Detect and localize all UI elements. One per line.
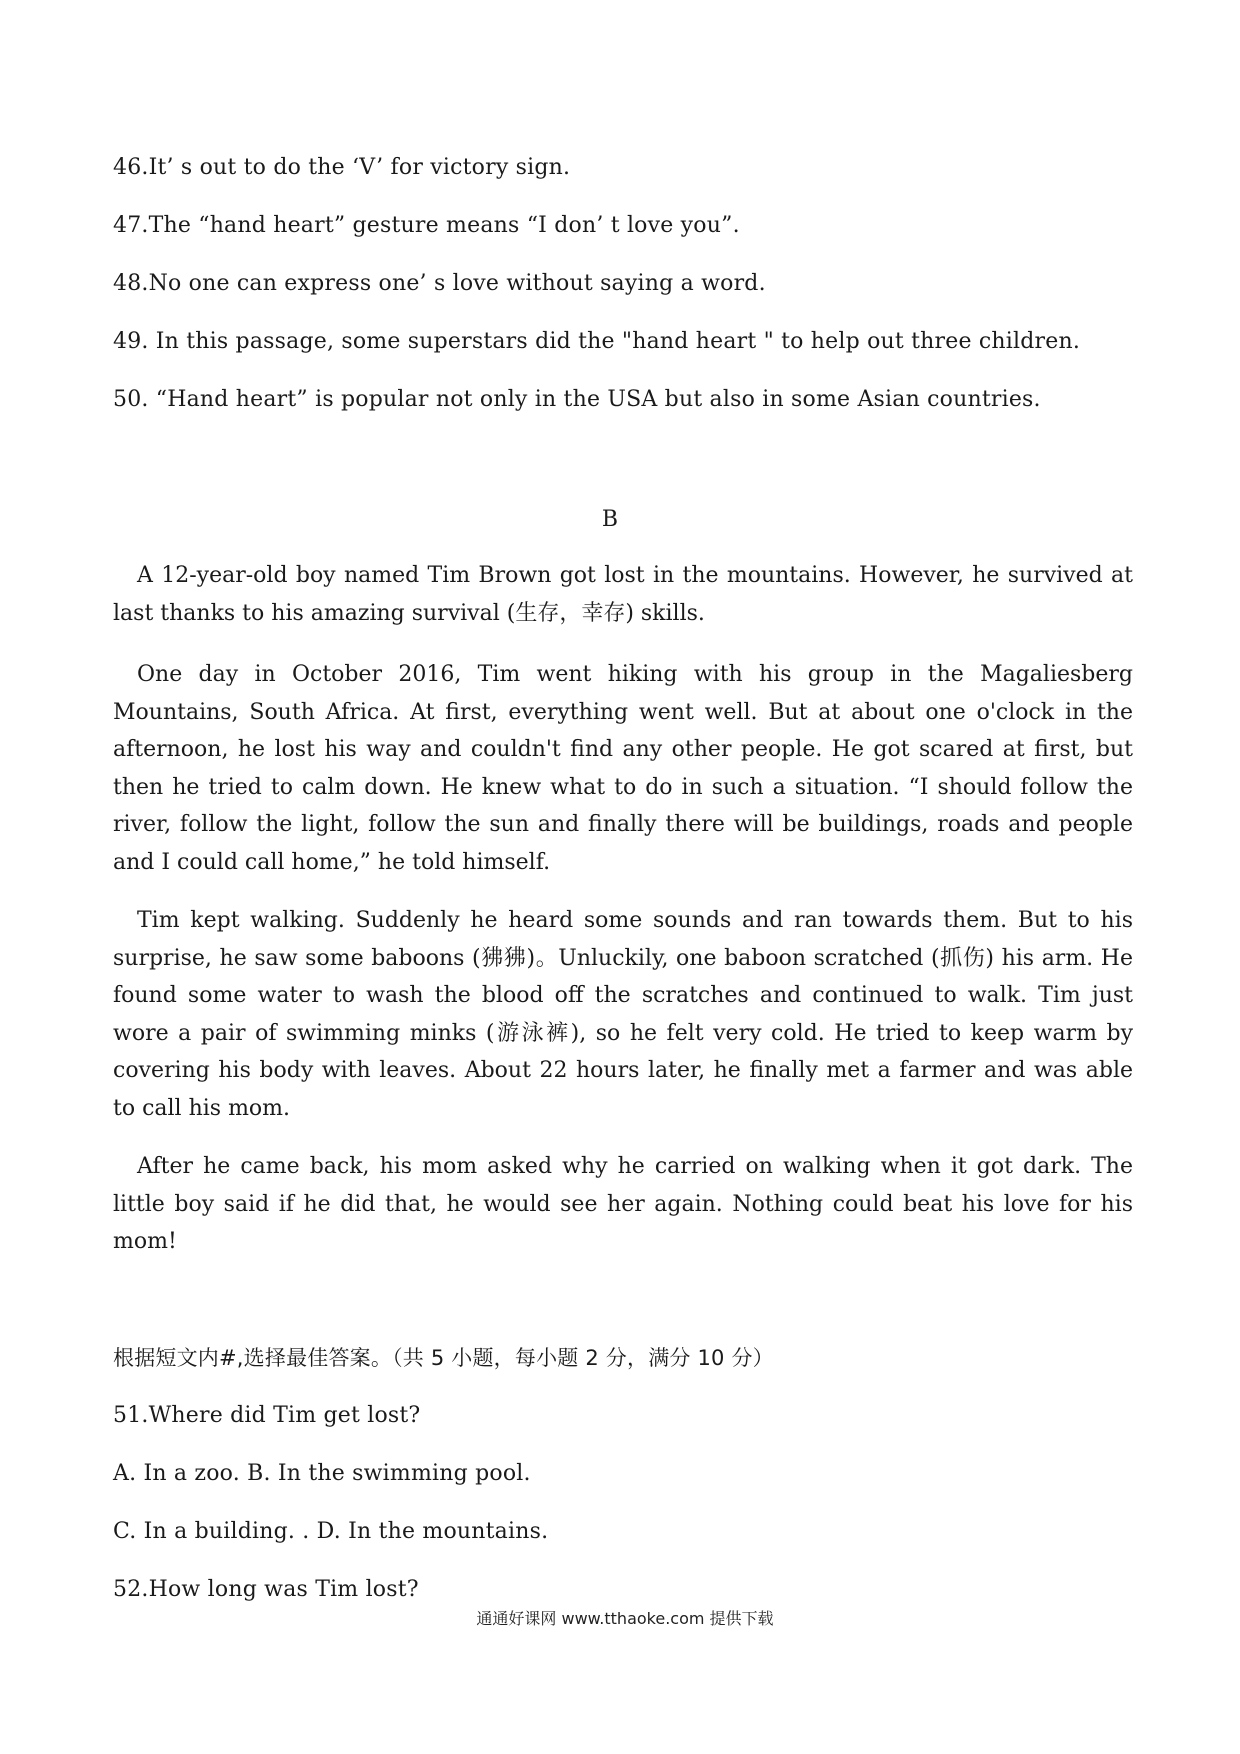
passage-paragraph-4: After he came back, his mom asked why he carried on walking when it got dark. The little boy said if he did that, he would see her again. Nothing could beat his love for his mom! — [113, 1154, 1133, 1254]
question-51-options-cd: C. In a building. . D. In the mountains. — [113, 1519, 549, 1544]
question-51-options-ab: A. In a zoo. B. In the swimming pool. — [113, 1461, 531, 1486]
statement-47: 47.The “hand heart” gesture means “I don’ t love you”. — [113, 213, 740, 238]
statement-50: 50. “Hand heart” is popular not only in the USA but also in some Asian countries. — [113, 387, 1041, 412]
section-label-b: B — [601, 507, 619, 532]
passage-paragraph-1: A 12-year-old boy named Tim Brown got lost in the mountains. However, he survived at last thanks to his amazing survival (生存，幸存) skills. — [113, 563, 1133, 626]
instruction-text: 根据短文内#,选择最佳答案。（共 5 小题，每小题 2 分，满分 10 分） — [113, 1346, 774, 1370]
statement-46: 46.It’ s out to do the ‘V’ for victory sign. — [113, 155, 571, 180]
statement-49: 49. In this passage, some superstars did the "hand heart " to help out three children. — [113, 329, 1081, 354]
footer-source: 通通好课网 www.tthaoke.com 提供下载 — [476, 1609, 774, 1628]
statement-48: 48.No one can express one’ s love without saying a word. — [113, 271, 766, 296]
question-52: 52.How long was Tim lost? — [113, 1577, 419, 1602]
question-51: 51.Where did Tim get lost? — [113, 1403, 421, 1428]
passage-paragraph-2: One day in October 2016, Tim went hiking with his group in the Magaliesberg Mountains, South Africa. At first, everything went well. But at about one o'clock in the afternoon, he lost his way and couldn't find any other people. He got scared at first, but then he tried to calm down. He knew what to do in such a situation. “I should follow the river, follow the light, follow the sun and finally there will be buildings, roads and people and I could call home,” he told himself. — [113, 662, 1133, 875]
passage-paragraph-3: Tim kept walking. Suddenly he heard some sounds and ran towards them. But to his surprise, he saw some baboons (狒狒)。Unluckily, one baboon scratched (抓伤) his arm. He found some water to wash the blood off the scratches and continued to walk. Tim just wore a pair of swimming minks (游泳裤), so he felt very cold. He tried to keep warm by covering his body with leaves. About 22 hours later, he finally met a farmer and was able to call his mom. — [113, 908, 1133, 1121]
